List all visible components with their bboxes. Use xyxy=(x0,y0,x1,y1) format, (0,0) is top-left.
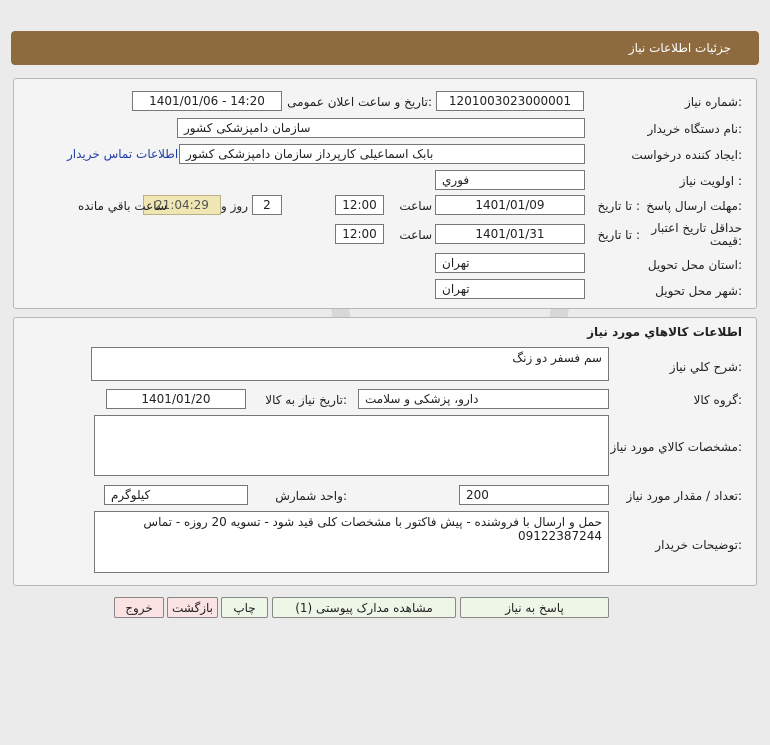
back-button[interactable]: بازگشت xyxy=(167,597,218,618)
unit-label: واحد شمارش: xyxy=(275,489,347,503)
remaining-time-field: 21:04:29 xyxy=(143,195,221,215)
deadline-time-field: 12:00 xyxy=(335,195,384,215)
need-number-label: شماره نیاز: xyxy=(684,95,742,109)
goods-group-label: گروه کالا: xyxy=(693,393,742,407)
priority-label: اولویت نیاز : xyxy=(679,174,742,188)
deadline-to-date-label: تا تاریخ : xyxy=(597,199,640,213)
validity-label: حداقل تاریخ اعتبار قیمت: xyxy=(651,221,742,248)
validity-date-field: 1401/01/31 xyxy=(435,224,585,244)
deadline-label: مهلت ارسال پاسخ: xyxy=(646,199,742,213)
validity-time-label: ساعت xyxy=(399,228,432,242)
province-field: تهران xyxy=(435,253,585,273)
general-desc-field: سم فسفر دو زنگ xyxy=(91,347,609,381)
specs-label: مشخصات کالاي مورد نياز: xyxy=(610,440,742,454)
specs-field xyxy=(94,415,609,476)
need-number-field: 1201003023000001 xyxy=(436,91,584,111)
exit-button[interactable]: خروج xyxy=(114,597,164,618)
validity-time-field: 12:00 xyxy=(335,224,384,244)
deadline-time-label: ساعت xyxy=(399,199,432,213)
reply-button[interactable]: پاسخ به نیاز xyxy=(460,597,609,618)
deadline-date-field: 1401/01/09 xyxy=(435,195,585,215)
buyer-org-label: نام دستگاه خریدار: xyxy=(647,122,742,136)
need-info-panel xyxy=(13,78,757,309)
remaining-label: ساعت باقي مانده xyxy=(77,199,167,213)
need-date-field: 1401/01/20 xyxy=(106,389,246,409)
announce-field: 1401/01/06 - 14:20 xyxy=(132,91,282,111)
buyer-contact-link[interactable]: اطلاعات تماس خریدار xyxy=(67,147,179,161)
general-desc-label: شرح کلي نياز: xyxy=(669,360,742,374)
need-date-label: تاریخ نیاز به کالا: xyxy=(265,393,347,407)
print-button[interactable]: چاپ xyxy=(221,597,268,618)
buyer-org-field: سازمان دامپزشکی کشور xyxy=(177,118,585,138)
qty-field: 200 xyxy=(459,485,609,505)
days-remaining-field: 2 xyxy=(252,195,282,215)
creator-field: بابک اسماعیلی کارپرداز سازمان دامپزشکی کشور xyxy=(179,144,585,164)
buyer-notes-field: حمل و ارسال با فروشنده - پیش فاکتور با مشخصات کلی قید شود - تسویه 20 روزه - تماس 09122387244 xyxy=(94,511,609,573)
goods-group-field: دارو، پزشکی و سلامت xyxy=(358,389,609,409)
priority-field: فوري xyxy=(435,170,585,190)
unit-field: کیلوگرم xyxy=(104,485,248,505)
city-label: شهر محل تحویل: xyxy=(655,284,742,298)
page-header xyxy=(11,31,759,65)
days-label: روز و xyxy=(221,199,248,213)
validity-to-date-label: تا تاریخ : xyxy=(597,228,640,242)
page-title: جزئیات اطلاعات نیاز xyxy=(628,41,731,55)
qty-label: تعداد / مقدار مورد نیاز: xyxy=(626,489,742,503)
province-label: استان محل تحویل: xyxy=(647,258,742,272)
city-field: تهران xyxy=(435,279,585,299)
goods-section-title: اطلاعات كالاهاي مورد نياز xyxy=(587,325,742,339)
announce-label: تاریخ و ساعت اعلان عمومی: xyxy=(287,95,432,109)
creator-label: ایجاد کننده درخواست: xyxy=(631,148,742,162)
view-attachments-button[interactable]: مشاهده مدارک پیوستی (1) xyxy=(272,597,456,618)
buyer-notes-label: توضیحات خریدار: xyxy=(655,538,742,552)
